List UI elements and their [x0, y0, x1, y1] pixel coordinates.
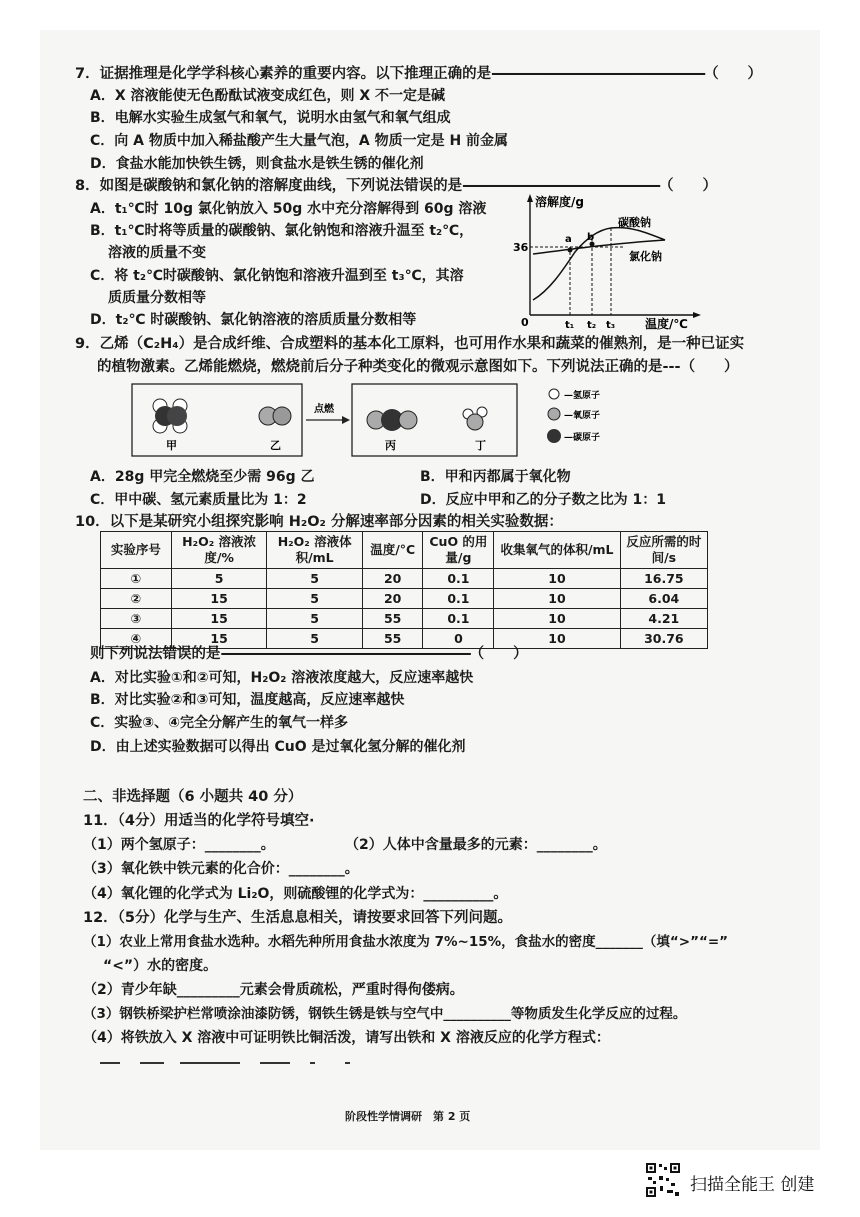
- label-bing: 丙: [385, 439, 396, 452]
- table-cell: 5: [267, 609, 363, 629]
- section-two-title: 二、非选择题（6 小题共 40 分）: [83, 789, 303, 805]
- table-cell: 20: [362, 569, 423, 589]
- q9-option-d: D．反应中甲和乙的分子数之比为 1：1: [420, 492, 666, 508]
- header-cell: H₂O₂ 溶液浓度/%: [171, 532, 267, 569]
- table-cell: 0.1: [423, 589, 494, 609]
- q8-option-a: A．t₁℃时 10g 氯化钠放入 50g 水中充分溶解得到 60g 溶液: [90, 201, 487, 217]
- table-row: [101, 609, 708, 629]
- q10-stem: 10．以下是某研究小组探究影响 H₂O₂ 分解速率部分因素的相关实验数据：: [75, 514, 563, 530]
- page-footer: 阶段性学情调研 第 2 页: [345, 1110, 471, 1123]
- table-cell: 0.1: [423, 569, 494, 589]
- q10-option-d: D．由上述实验数据可以得出 CuO 是过氧化氢分解的催化剂: [90, 739, 466, 755]
- header-cell: 收集氧气的体积/mL: [494, 532, 620, 569]
- graph-ylabel: 溶解度/g: [535, 195, 584, 209]
- table-cell: 0: [423, 629, 494, 649]
- answer-line: [100, 1058, 360, 1068]
- table-cell: 10: [494, 629, 620, 649]
- table-header-row: [101, 532, 708, 569]
- q8-option-c-cont: 质质量分数相等: [108, 290, 206, 306]
- graph-xlabel: 温度/℃: [645, 317, 688, 330]
- legend-hydrogen: —氢原子: [564, 391, 600, 401]
- graph-t2: t₂: [587, 320, 597, 330]
- table-cell: 15: [171, 609, 267, 629]
- header-cell: 反应所需的时间/s: [620, 532, 707, 569]
- table-row: [101, 569, 708, 589]
- experiment-table: [100, 531, 708, 649]
- table-cell: 15: [171, 589, 267, 609]
- ethylene-molecule: [153, 399, 187, 433]
- q7-stem: 7．证据推理是化学学科核心素养的重要内容。以下推理正确的是-----------------------------------------------------（ ）: [75, 66, 763, 82]
- q9-line1: 9．乙烯（C₂H₄）是合成纤维、合成塑料的基本化工原料，也可用作水果和蔬菜的催熟剂，是一种已证实: [75, 336, 745, 352]
- q12-part3: （3）钢铁桥梁护栏常喷涂油漆防锈，钢铁生锈是铁与空气中__________等物质发生化学反应的过程。: [83, 1006, 687, 1022]
- q8-option-d: D．t₂℃ 时碳酸钠、氯化钠溶液的溶质质量分数相等: [90, 312, 417, 328]
- table-cell: 5: [267, 629, 363, 649]
- table-cell: ②: [101, 589, 172, 609]
- header-cell: H₂O₂ 溶液体积/mL: [267, 532, 363, 569]
- q8-option-b-cont: 溶液的质量不变: [108, 245, 206, 261]
- graph-label-na2co3: 碳酸钠: [618, 216, 651, 229]
- q12-part1: （1）农业上常用食盐水选种。水稻先种所用食盐水浓度为 7%~15%，食盐水的密度_______（填“>”“=”: [83, 934, 728, 950]
- label-ding: 丁: [475, 439, 486, 452]
- graph-label-nacl: 氯化钠: [629, 250, 662, 263]
- q7-option-a: A．X 溶液能使无色酚酞试液变成红色，则 X 不一定是碱: [90, 88, 446, 104]
- q10-ask: 则下列说法错误的是--------------------------------------------------------------（ ）: [90, 646, 528, 662]
- q11-part1: （1）两个氢原子：________。: [83, 837, 275, 853]
- graph-t3: t₃: [606, 320, 616, 330]
- scanner-watermark: 扫描全能王 创建: [690, 1175, 815, 1195]
- q10-option-b: B．对比实验②和③可知，温度越高，反应速率越快: [90, 692, 405, 708]
- table-cell: 5: [267, 569, 363, 589]
- graph-point-b: b: [587, 232, 595, 243]
- table-cell: 30.76: [620, 629, 707, 649]
- legend-oxygen: —氧原子: [564, 411, 600, 421]
- q10-option-a: A．对比实验①和②可知，H₂O₂ 溶液浓度越大，反应速率越快: [90, 670, 474, 686]
- graph-point-a: a: [565, 234, 572, 245]
- table-cell: 55: [362, 629, 423, 649]
- graph-origin: 0: [521, 316, 529, 329]
- table-cell: 55: [362, 609, 423, 629]
- q7-option-c: C．向 A 物质中加入稀盐酸产生大量气泡，A 物质一定是 H 前金属: [90, 133, 509, 149]
- q9-option-a: A．28g 甲完全燃烧至少需 96g 乙: [90, 469, 315, 485]
- legend-carbon: —碳原子: [564, 433, 600, 443]
- table-cell: 10: [494, 609, 620, 629]
- table-cell: 15: [171, 629, 267, 649]
- q8-option-c: C．将 t₂℃时碳酸钠、氯化钠饱和溶液升温到至 t₃℃，其溶: [90, 268, 464, 284]
- graph-t1: t₁: [565, 320, 575, 330]
- graph-y36: 36: [513, 241, 529, 254]
- q12-part4: （4）将铁放入 X 溶液中可证明铁比铜活泼，请写出铁和 X 溶液反应的化学方程式：: [83, 1030, 610, 1046]
- table-row: [101, 589, 708, 609]
- q9-line2: 的植物激素。乙烯能燃烧，燃烧前后分子种类变化的微观示意图如下。下列说法正确的是---（ ）: [97, 359, 739, 375]
- reaction-diagram: [130, 382, 600, 460]
- table-cell: ④: [101, 629, 172, 649]
- q10-option-c: C．实验③、④完全分解产生的氧气一样多: [90, 715, 348, 731]
- table-cell: 6.04: [620, 589, 707, 609]
- qr-code-icon: [645, 1162, 681, 1198]
- table-cell: 10: [494, 589, 620, 609]
- co2-molecule: [367, 409, 417, 431]
- q7-option-d: D．食盐水能加快铁生锈，则食盐水是铁生锈的催化剂: [90, 156, 424, 172]
- q8-stem: 8．如图是碳酸钠和氯化钠的溶解度曲线，下列说法错误的是-------------------------------------------------（ ）: [75, 178, 717, 194]
- header-cell: CuO 的用量/g: [423, 532, 494, 569]
- q12-part2: （2）青少年缺_________元素会骨质疏松，严重时得佝偻病。: [83, 982, 464, 998]
- arrow-label: 点燃: [314, 404, 334, 415]
- label-yi: 乙: [270, 439, 281, 452]
- table-cell: ①: [101, 569, 172, 589]
- solubility-graph: [505, 190, 705, 330]
- q12-part1-cont: “<”）水的密度。: [103, 958, 218, 974]
- table-cell: 10: [494, 569, 620, 589]
- q11-part3: （3）氧化铁中铁元素的化合价：________。: [83, 861, 359, 877]
- table-cell: 0.1: [423, 609, 494, 629]
- oxygen-molecule: [259, 407, 291, 425]
- header-cell: 实验序号: [101, 532, 172, 569]
- water-molecule: [463, 407, 487, 430]
- table-cell: 4.21: [620, 609, 707, 629]
- sodium-carbonate-curve: [533, 228, 665, 300]
- q7-option-b: B．电解水实验生成氢气和氧气，说明水由氢气和氧气组成: [90, 110, 451, 126]
- table-cell: 5: [171, 569, 267, 589]
- table-cell: 16.75: [620, 569, 707, 589]
- table-cell: 20: [362, 589, 423, 609]
- table-cell: 5: [267, 589, 363, 609]
- label-jia: 甲: [166, 439, 177, 452]
- q9-option-b: B．甲和丙都属于氧化物: [420, 469, 571, 485]
- table-cell: ③: [101, 609, 172, 629]
- q8-option-b: B．t₁℃时将等质量的碳酸钠、氯化钠饱和溶液升温至 t₂℃，: [90, 223, 474, 239]
- q11-part4: （4）氧化锂的化学式为 Li₂O，则硫酸锂的化学式为：__________。: [83, 886, 508, 902]
- q11-stem: 11．（4分）用适当的化学符号填空·: [83, 813, 315, 829]
- header-cell: 温度/°C: [362, 532, 423, 569]
- q9-option-c: C．甲中碳、氢元素质量比为 1：2: [90, 492, 307, 508]
- q11-part2: （2）人体中含量最多的元素：________。: [345, 837, 607, 853]
- q12-stem: 12．（5分）化学与生产、生活息息相关，请按要求回答下列问题。: [83, 910, 513, 926]
